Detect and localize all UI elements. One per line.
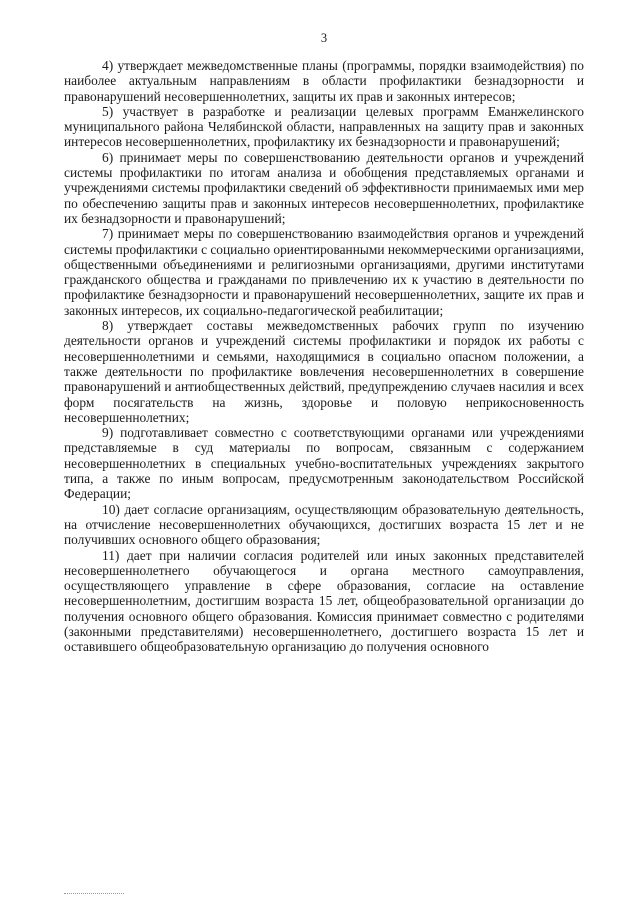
paragraph-item-7: 7) принимает меры по совершенствованию взаимодействия органов и учреждений системы профилактики с социально ориентированными некоммерческими организациями, общественными объединениями и религиозными организациями, другими институтами гражданского общества и гражданами по привлечению их к участию в деятельности по профилактике безнадзорности и правонарушений несовершеннолетних, защите их прав и законных интересов, их социально-педагогической реабилитации;: [64, 226, 584, 318]
paragraph-item-6: 6) принимает меры по совершенствованию деятельности органов и учреждений системы профилактики по итогам анализа и обобщения представляемых органами и учреждениями системы профилактики сведений об эффективности принимаемых ими мер по обеспечению защиты прав и законных интересов несовершеннолетних, профилактике их безнадзорности и правонарушений;: [64, 149, 584, 226]
document-page: [64, 30, 584, 655]
paragraph-item-9: 9) подготавливает совместно с соответствующими органами или учреждениями представляемые в суд материалы по вопросам, связанным с содержанием несовершеннолетних в специальных учебно-воспитательных учреждениях закрытого типа, а также по иным вопросам, предусмотренным законодательством Российской Федерации;: [64, 425, 584, 502]
paragraph-item-5: 5) участвует в разработке и реализации целевых программ Еманжелинского муниципального района Челябинской области, направленных на защиту прав и законных интересов несовершеннолетних, профилактику их безнадзорности и правонарушений;: [64, 103, 584, 150]
footer-divider: [64, 893, 124, 894]
paragraph-item-4: 4) утверждает межведомственные планы (программы, порядки взаимодействия) по наиболее актуальным направлениям в области профилактики безнадзорности и правонарушений несовершеннолетних, защиты их прав и законных интересов;: [64, 58, 584, 104]
page-number: 3: [320, 31, 328, 45]
paragraph-item-10: 10) дает согласие организациям, осуществляющим образовательную деятельность, на отчисление несовершеннолетних обучающихся, достигших возраста 15 лет и не получивших основного общего образования;: [64, 501, 584, 548]
paragraph-item-11: 11) дает при наличии согласия родителей или иных законных представителей несовершеннолетнего обучающегося и органа местного самоуправления, осуществляющего управление в сфере образования, согласие на оставление несовершеннолетним, достигшим возраста 15 лет, общеобразовательной организации до получения основного общего образования. Комиссия принимает совместно с родителями (законными представителями) несовершеннолетнего, достигшего возраста 15 лет и оставившего общеобразовательную организацию до получения основного: [64, 547, 584, 655]
paragraph-item-8: 8) утверждает составы межведомственных рабочих групп по изучению деятельности органов и учреждений системы профилактики и порядок их работы с несовершеннолетними и семьями, находящимися в социально опасном положении, а также деятельности по профилактике вовлечения несовершеннолетних в совершение правонарушений и антиобщественных действий, предупреждению случаев насилия и всех форм посягательств на жизнь, здоровье и половую неприкосновенность несовершеннолетних;: [64, 318, 584, 425]
